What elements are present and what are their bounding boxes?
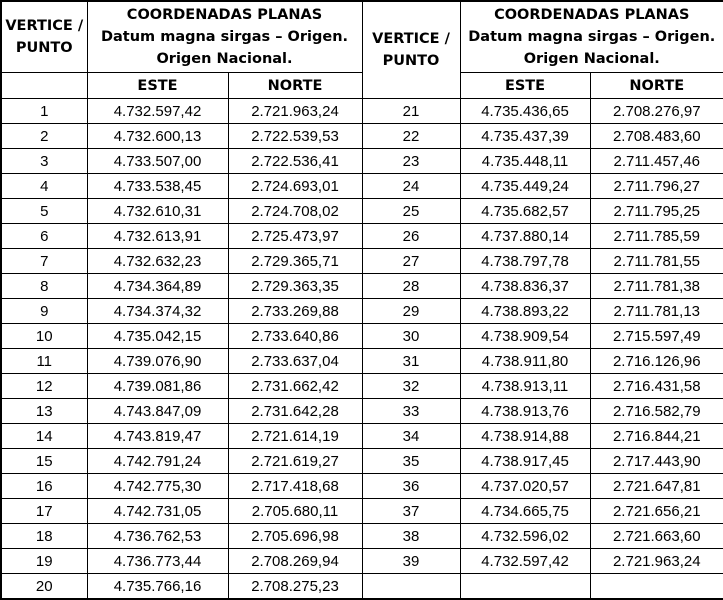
- punto-cell: 5: [1, 199, 87, 224]
- este-cell: 4.738.909,54: [460, 324, 590, 349]
- este-cell: 4.738.797,78: [460, 249, 590, 274]
- table-row: [1, 99, 723, 124]
- punto-cell: 6: [1, 224, 87, 249]
- este-cell: 4.732.597,42: [87, 99, 228, 124]
- table-row: [1, 249, 723, 274]
- norte-cell: 2.716.844,21: [590, 424, 723, 449]
- norte-cell: 2.711.796,27: [590, 174, 723, 199]
- norte-cell: 2.725.473,97: [228, 224, 362, 249]
- este-cell: 4.735.448,11: [460, 149, 590, 174]
- punto-cell: 31: [362, 349, 460, 374]
- este-cell: 4.733.507,00: [87, 149, 228, 174]
- origen-subtitle: Origen Nacional.: [156, 51, 293, 67]
- punto-cell: 25: [362, 199, 460, 224]
- norte-cell: 2.708.483,60: [590, 124, 723, 149]
- este-cell: 4.734.665,75: [460, 499, 590, 524]
- table-row: [1, 374, 723, 399]
- norte-cell: 2.711.781,55: [590, 249, 723, 274]
- norte-cell: 2.731.642,28: [228, 399, 362, 424]
- coordenadas-title: COORDENADAS PLANAS: [126, 7, 323, 23]
- norte-cell: 2.721.647,81: [590, 474, 723, 499]
- table-row: [1, 124, 723, 149]
- este-cell: 4.735.437,39: [460, 124, 590, 149]
- punto-cell: 27: [362, 249, 460, 274]
- punto-cell: 17: [1, 499, 87, 524]
- norte-cell: 2.722.536,41: [228, 149, 362, 174]
- punto-cell: 12: [1, 374, 87, 399]
- este-cell: 4.735.766,16: [87, 574, 228, 600]
- origen-subtitle: Origen Nacional.: [523, 51, 660, 67]
- este-cell: 4.738.893,22: [460, 299, 590, 324]
- norte-cell: 2.711.795,25: [590, 199, 723, 224]
- punto-cell: 39: [362, 549, 460, 574]
- punto-cell: 15: [1, 449, 87, 474]
- este-cell: 4.738.913,11: [460, 374, 590, 399]
- este-cell: 4.735.449,24: [460, 174, 590, 199]
- punto-cell: 38: [362, 524, 460, 549]
- norte-cell: 2.708.269,94: [228, 549, 362, 574]
- table-row: [1, 499, 723, 524]
- este-cell: 4.738.836,37: [460, 274, 590, 299]
- datum-subtitle: Datum magna sirgas – Origen.: [468, 29, 716, 45]
- norte-cell: 2.708.275,23: [228, 574, 362, 600]
- norte-cell: 2.705.680,11: [228, 499, 362, 524]
- left-este-header: ESTE: [87, 73, 228, 99]
- este-cell: 4.736.762,53: [87, 524, 228, 549]
- punto-cell: 28: [362, 274, 460, 299]
- este-cell: 4.732.632,23: [87, 249, 228, 274]
- punto-cell: 8: [1, 274, 87, 299]
- norte-cell: 2.716.126,96: [590, 349, 723, 374]
- punto-cell: 23: [362, 149, 460, 174]
- punto-cell: 33: [362, 399, 460, 424]
- este-cell: 4.738.911,80: [460, 349, 590, 374]
- este-cell: 4.734.374,32: [87, 299, 228, 324]
- norte-cell: 2.721.656,21: [590, 499, 723, 524]
- punto-cell: 11: [1, 349, 87, 374]
- left-empty-header-cell: [1, 73, 87, 99]
- punto-cell: 7: [1, 249, 87, 274]
- este-cell: 4.736.773,44: [87, 549, 228, 574]
- punto-cell: 34: [362, 424, 460, 449]
- norte-cell: 2.708.276,97: [590, 99, 723, 124]
- este-cell: 4.732.600,13: [87, 124, 228, 149]
- norte-cell: [590, 574, 723, 600]
- norte-cell: 2.711.457,46: [590, 149, 723, 174]
- punto-cell: 16: [1, 474, 87, 499]
- table-row: [1, 174, 723, 199]
- norte-cell: 2.731.662,42: [228, 374, 362, 399]
- norte-cell: 2.721.963,24: [228, 99, 362, 124]
- punto-cell: 32: [362, 374, 460, 399]
- norte-cell: 2.716.431,58: [590, 374, 723, 399]
- punto-cell: 22: [362, 124, 460, 149]
- este-cell: 4.743.847,09: [87, 399, 228, 424]
- vertice-label-line1: VERTICE /: [372, 31, 450, 47]
- table-row: [1, 274, 723, 299]
- punto-cell: 26: [362, 224, 460, 249]
- norte-cell: 2.729.363,35: [228, 274, 362, 299]
- table-row: [1, 199, 723, 224]
- este-cell: 4.735.436,65: [460, 99, 590, 124]
- norte-cell: 2.717.418,68: [228, 474, 362, 499]
- punto-cell: 19: [1, 549, 87, 574]
- header-row-top: [1, 1, 723, 73]
- este-cell: 4.732.596,02: [460, 524, 590, 549]
- punto-cell: 13: [1, 399, 87, 424]
- punto-cell: 1: [1, 99, 87, 124]
- punto-cell: 37: [362, 499, 460, 524]
- norte-cell: 2.705.696,98: [228, 524, 362, 549]
- este-cell: 4.734.364,89: [87, 274, 228, 299]
- punto-cell: 4: [1, 174, 87, 199]
- table-row: [1, 324, 723, 349]
- este-cell: 4.739.081,86: [87, 374, 228, 399]
- este-cell: 4.739.076,90: [87, 349, 228, 374]
- este-cell: 4.738.917,45: [460, 449, 590, 474]
- norte-cell: 2.711.785,59: [590, 224, 723, 249]
- norte-cell: 2.721.663,60: [590, 524, 723, 549]
- norte-cell: 2.715.597,49: [590, 324, 723, 349]
- header-row-sub: [1, 73, 723, 99]
- norte-cell: 2.721.963,24: [590, 549, 723, 574]
- right-coordenadas-planas-header: [460, 1, 723, 73]
- vertice-label-line2: PUNTO: [15, 40, 73, 56]
- norte-cell: 2.722.539,53: [228, 124, 362, 149]
- este-cell: 4.735.682,57: [460, 199, 590, 224]
- table-row: [1, 574, 723, 600]
- este-cell: 4.743.819,47: [87, 424, 228, 449]
- este-cell: 4.738.913,76: [460, 399, 590, 424]
- left-coordenadas-planas-header: [87, 1, 362, 73]
- punto-cell: 35: [362, 449, 460, 474]
- punto-cell: 14: [1, 424, 87, 449]
- norte-cell: 2.729.365,71: [228, 249, 362, 274]
- vertice-label-line1: VERTICE /: [5, 18, 84, 34]
- este-cell: 4.742.775,30: [87, 474, 228, 499]
- punto-cell: 3: [1, 149, 87, 174]
- norte-cell: 2.724.693,01: [228, 174, 362, 199]
- right-vertice-punto-header: [362, 1, 460, 99]
- este-cell: 4.738.914,88: [460, 424, 590, 449]
- norte-cell: 2.733.269,88: [228, 299, 362, 324]
- table-row: [1, 549, 723, 574]
- punto-cell: 24: [362, 174, 460, 199]
- este-cell: 4.742.791,24: [87, 449, 228, 474]
- punto-cell: [362, 574, 460, 600]
- norte-cell: 2.717.443,90: [590, 449, 723, 474]
- datum-subtitle: Datum magna sirgas – Origen.: [100, 29, 349, 45]
- right-norte-header: NORTE: [590, 73, 723, 99]
- coordenadas-title: COORDENADAS PLANAS: [494, 7, 690, 23]
- punto-cell: 20: [1, 574, 87, 600]
- este-cell: 4.737.880,14: [460, 224, 590, 249]
- punto-cell: 10: [1, 324, 87, 349]
- table-row: [1, 349, 723, 374]
- punto-cell: 29: [362, 299, 460, 324]
- norte-cell: 2.711.781,38: [590, 274, 723, 299]
- punto-cell: 36: [362, 474, 460, 499]
- table-row: [1, 399, 723, 424]
- este-cell: [460, 574, 590, 600]
- vertice-label-line2: PUNTO: [382, 53, 440, 69]
- este-cell: 4.737.020,57: [460, 474, 590, 499]
- norte-cell: 2.711.781,13: [590, 299, 723, 324]
- table-row: [1, 299, 723, 324]
- table-row: [1, 149, 723, 174]
- punto-cell: 2: [1, 124, 87, 149]
- norte-cell: 2.724.708,02: [228, 199, 362, 224]
- table-row: [1, 524, 723, 549]
- punto-cell: 9: [1, 299, 87, 324]
- punto-cell: 30: [362, 324, 460, 349]
- table-row: [1, 474, 723, 499]
- este-cell: 4.733.538,45: [87, 174, 228, 199]
- este-cell: 4.742.731,05: [87, 499, 228, 524]
- este-cell: 4.732.610,31: [87, 199, 228, 224]
- punto-cell: 18: [1, 524, 87, 549]
- right-este-header: ESTE: [460, 73, 590, 99]
- left-norte-header: NORTE: [228, 73, 362, 99]
- table-row: [1, 424, 723, 449]
- norte-cell: 2.733.640,86: [228, 324, 362, 349]
- este-cell: 4.735.042,15: [87, 324, 228, 349]
- norte-cell: 2.721.619,27: [228, 449, 362, 474]
- punto-cell: 21: [362, 99, 460, 124]
- norte-cell: 2.733.637,04: [228, 349, 362, 374]
- norte-cell: 2.716.582,79: [590, 399, 723, 424]
- table-row: [1, 449, 723, 474]
- norte-cell: 2.721.614,19: [228, 424, 362, 449]
- este-cell: 4.732.613,91: [87, 224, 228, 249]
- este-cell: 4.732.597,42: [460, 549, 590, 574]
- table-body: [1, 99, 723, 600]
- left-vertice-punto-header: [1, 1, 87, 73]
- table-row: [1, 224, 723, 249]
